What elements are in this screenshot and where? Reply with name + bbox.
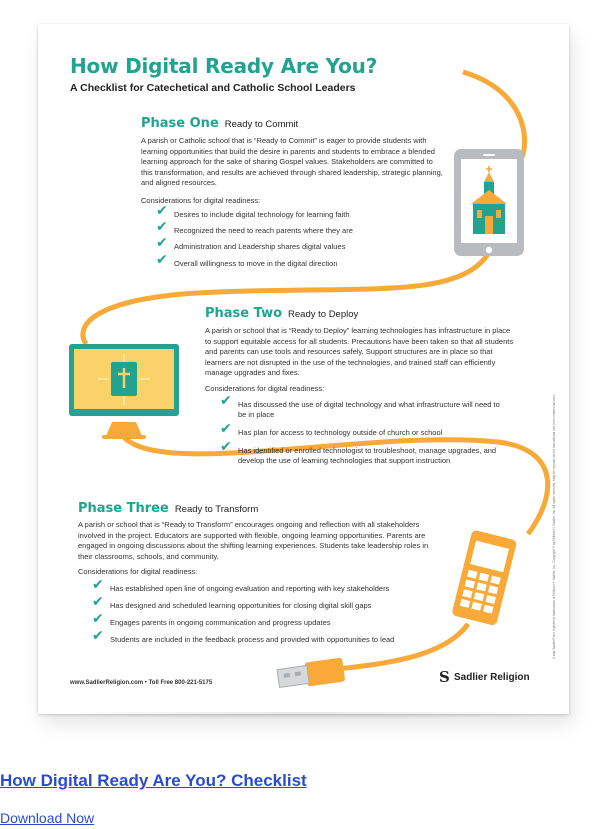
- check-icon: ✔: [92, 611, 104, 627]
- bible-monitor-icon: [69, 344, 179, 439]
- usb-plug-icon: [277, 658, 346, 691]
- check-icon: ✔: [92, 594, 104, 610]
- sadlier-s-icon: S: [439, 668, 450, 686]
- phase-three-tag: Ready to Transform: [174, 504, 259, 515]
- list-item: ✔ Has plan for access to technology outside of church or school: [220, 421, 443, 437]
- list-item: ✔ Administration and Leadership shares digital values: [156, 235, 346, 251]
- phase-one-name: Phase One: [141, 116, 219, 131]
- document-subtitle: A Checklist for Catechetical and Catholic School Leaders: [70, 82, 356, 94]
- phase-three-heading: [78, 499, 258, 517]
- list-item: ✔ Engages parents in ongoing communication and progress updates: [92, 611, 331, 627]
- check-icon: ✔: [156, 203, 168, 219]
- document-title: How Digital Ready Are You?: [70, 54, 378, 78]
- phase-three-considerations-label: Considerations for digital readiness:: [78, 567, 198, 576]
- list-item: ✔ Desires to include digital technology for learning faith: [156, 203, 350, 219]
- sadlier-logo: [439, 670, 530, 684]
- copyright-notice: [546, 339, 556, 659]
- phase-three-name: Phase Three: [78, 501, 169, 516]
- phase-three-checklist: [92, 577, 442, 645]
- check-icon: ✔: [92, 628, 104, 644]
- footer-separator: •: [144, 680, 147, 686]
- phase-two-body: A parish or school that is “Ready to Deploy” learning technologies has infrastructure in place to support equitable access for all students. Precautions have been taken so that all students and parents can use tools and resources safely. Support structures are in place so that learners are not disrupted in the use of the technologies, and trained staff can efficiently manage upgrades and fixes.: [205, 326, 514, 377]
- phase-two-name: Phase Two: [205, 306, 283, 321]
- check-icon: ✔: [92, 577, 104, 593]
- brand-name: Sadlier Religion: [454, 671, 530, 683]
- check-icon: ✔: [156, 252, 168, 268]
- check-icon: ✔: [156, 235, 168, 251]
- phase-one-body: A parish or Catholic school that is “Ready to Commit” is eager to provide students with learning opportunities that build the desire in parents and students to embrace a blended learning approach for the sake of sharing Gospel values. Stakeholders are committed to this transformation, and results are achieved through shared leadership, strategic planning, and aligned resources.: [141, 136, 443, 187]
- phase-two-tag: Ready to Deploy: [288, 309, 359, 320]
- checklist-page: [38, 24, 569, 714]
- phase-two-heading: [205, 304, 358, 322]
- phase-one-considerations-label: Considerations for digital readiness:: [141, 196, 261, 205]
- phase-three-body: A parish or school that is “Ready to Transform” encourages ongoing and reflection with all stakeholders involved in the project. Educators are supported with flexible, ongoing learning opportunities. Parents are engaged in ongoing discussions about the shifting learning experiences. Students take leadership roles in their classrooms, schools, and community.: [78, 520, 429, 561]
- list-item: ✔ Has designed and scheduled learning opportunities for closing digital skill gaps: [92, 594, 372, 610]
- checklist-title-link[interactable]: How Digital Ready Are You? Checklist: [0, 771, 307, 790]
- page-shadow: [52, 712, 557, 720]
- mobile-phone-icon: [451, 530, 517, 627]
- phase-one-checklist: [156, 203, 446, 269]
- check-icon: ✔: [220, 421, 232, 437]
- check-icon: ✔: [220, 393, 232, 409]
- footer-contact: [70, 680, 212, 686]
- check-icon: ✔: [220, 439, 232, 455]
- phase-two-checklist: [220, 393, 510, 466]
- list-item: ✔ Has identified or enrolled technologist to troubleshoot, manage upgrades, and develop the use of learning technologies that support instruction: [220, 439, 497, 465]
- list-item: ✔ Recognized the need to reach parents where they are: [156, 219, 353, 235]
- list-item: ✔ Overall willingness to move in the digital direction: [156, 252, 338, 268]
- list-item: ✔ Has established open line of ongoing evaluation and reporting with key stakeholders: [92, 577, 390, 593]
- phase-one-heading: [141, 114, 298, 132]
- footer-phone: Toll Free 800-221-5175: [148, 680, 213, 686]
- check-icon: ✔: [156, 219, 168, 235]
- phase-two-considerations-label: Considerations for digital readiness:: [205, 384, 325, 393]
- church-tablet-icon: [454, 149, 524, 256]
- footer-url: www.SadlierReligion.com: [70, 680, 144, 686]
- copyright-text: S and Sadlier® are registered trademarks of William H. Sadlier, Inc. Copyright © by William H. Sadlier, Inc. All rights reserved. May be reproduced for educational use (not commercial use).: [552, 394, 556, 659]
- list-item: ✔ Students are included in the feedback process and provided with opportunities to lead: [92, 628, 395, 644]
- download-now-link[interactable]: Download Now: [0, 810, 95, 826]
- list-item: ✔ Has discussed the use of digital technology and what infrastructure will need to be in place: [220, 393, 500, 419]
- phase-one-tag: Ready to Commit: [224, 119, 299, 130]
